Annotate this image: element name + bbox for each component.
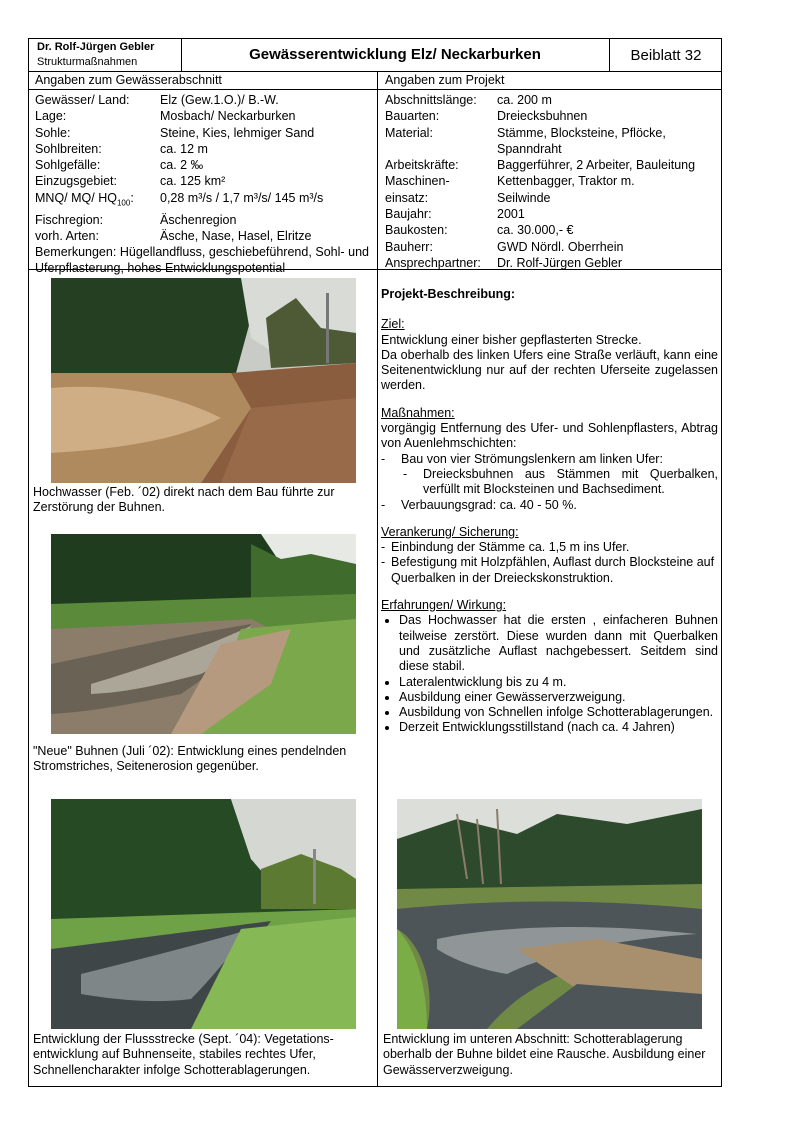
- rule-section: [29, 89, 721, 90]
- measures-item: - Bau von vier Strömungslenkern am linken Ufer:: [381, 451, 663, 466]
- river-row: Sohlgefälle: ca. 2 ‰: [35, 158, 204, 173]
- river-info: [35, 92, 375, 277]
- sheet-number: Beiblatt 32: [630, 47, 702, 64]
- measures-label: Maßnahmen:: [381, 405, 455, 420]
- project-row: Baukosten: ca. 30.000,- €: [385, 223, 574, 238]
- experience-list: [381, 613, 718, 735]
- project-row: Material: Stämme, Blocksteine, Pflöcke,: [385, 125, 666, 140]
- experience-item: • Das Hochwasser hat die ersten , einfacheren Buhnen teilweise zerstört. Diese wurden dann mit Querbalken und zusätzliche Auflast nachgebessert. Seitdem sind diese stabil.: [399, 613, 718, 674]
- section-project-heading: Angaben zum Projekt: [385, 73, 505, 87]
- project-row: Maschinen- Kettenbagger, Traktor m.: [385, 174, 635, 189]
- experience-item: • Ausbildung von Schnellen infolge Schotterablagerungen.: [399, 705, 718, 720]
- project-row: Abschnittslänge: ca. 200 m: [385, 93, 552, 107]
- goal-text: Entwicklung einer bisher gepflasterten Strecke.: [381, 332, 642, 347]
- experience-item: • Derzeit Entwicklungsstillstand (nach ca. 4 Jahren): [399, 720, 718, 735]
- project-row: einsatz: Seilwinde: [385, 190, 551, 205]
- project-row: Ansprechpartner: Dr. Rolf-Jürgen Gebler: [385, 255, 623, 270]
- caption-photo-river-development: Entwicklung der Flussstrecke (Sept. ´04): Vegetations-entwicklung auf Buhnenseite, stabiles rechtes Ufer, Schnellencharakter infolge Schotterablagerungen.: [33, 1032, 334, 1077]
- caption-photo-flood: Hochwasser (Feb. ´02) direkt nach dem Bau führte zur Zerstörung der Buhnen.: [33, 485, 335, 515]
- project-info: [385, 92, 719, 271]
- river-row: Sohlbreiten: ca. 12 m: [35, 141, 208, 156]
- project-row: Baujahr: 2001: [385, 207, 525, 222]
- river-remarks: Bemerkungen: Hügellandfluss, geschiebeführend, Sohl- und Uferpflasterung, hohes Entwicklungspotential: [35, 245, 369, 276]
- anchor-item: - Befestigung mit Holzpfählen, Auflast durch Blocksteine auf Querbalken in der Dreieckskonstruktion.: [381, 555, 715, 585]
- rule-header: [29, 71, 721, 72]
- measures-subitem: - Dreiecksbuhnen aus Stämmen mit Querbalken, verfüllt mit Blocksteinen und Bachsediment.: [403, 466, 718, 497]
- river-row: vorh. Arten: Äsche, Nase, Hasel, Elritze: [35, 228, 312, 243]
- project-row: Spanndraht: [497, 141, 562, 156]
- photo-flood: [51, 278, 356, 483]
- anchor-label: Verankerung/ Sicherung:: [381, 524, 519, 539]
- project-description: [381, 287, 718, 736]
- goal-text-2: Da oberhalb des linken Ufers eine Straße verläuft, kann eine Seitenentwicklung nur auf der rechten Uferseite zugelassen werden.: [381, 347, 718, 393]
- project-row: Arbeitskräfte: Baggerführer, 2 Arbeiter, Bauleitung: [385, 158, 696, 173]
- author-name: Dr. Rolf-Jürgen Gebler: [37, 41, 155, 53]
- anchor-item: - Einbindung der Stämme ca. 1,5 m ins Ufer.: [381, 540, 630, 555]
- caption-photo-lower-section: Entwicklung im unteren Abschnitt: Schotterablagerung oberhalb der Buhne bildet eine Rausche. Ausbildung einer Gewässerverzweigung.: [383, 1032, 706, 1077]
- river-row: Sohle: Steine, Kies, lehmiger Sand: [35, 125, 315, 140]
- section-river-heading: Angaben zum Gewässerabschnitt: [35, 73, 222, 87]
- project-row: Bauarten: Dreiecksbuhnen: [385, 109, 588, 124]
- photo-river-development: [51, 799, 356, 1029]
- river-row: Einzugsgebiet: ca. 125 km²: [35, 174, 226, 189]
- caption-photo-new-groynes: "Neue" Buhnen (Juli ´02): Entwicklung eines pendelnden Stromstriches, Seitenerosion gegenüber.: [33, 744, 347, 774]
- measures-item: - Verbauungsgrad: ca. 40 - 50 %.: [381, 497, 577, 512]
- photo-new-groynes: [51, 534, 356, 734]
- rule-v-middle: [377, 71, 378, 1086]
- description-heading: Projekt-Beschreibung:: [381, 287, 516, 301]
- river-row: Lage: Mosbach/ Neckarburken: [35, 109, 296, 124]
- experience-item: • Ausbildung einer Gewässerverzweigung.: [399, 690, 718, 705]
- goal-label: Ziel:: [381, 317, 405, 332]
- department: Strukturmaßnahmen: [37, 56, 138, 68]
- river-row: Gewässer/ Land: Elz (Gew.1.O.)/ B.-W.: [35, 93, 279, 107]
- river-row: MNQ/ MQ/ $HQ_{100}$: 0,28 m³/s / 1,7 m³/s/ 145 m³/s: [35, 190, 324, 208]
- photo-lower-section: [397, 799, 702, 1029]
- experience-label: Erfahrungen/ Wirkung:: [381, 598, 507, 613]
- river-row: Fischregion: Äschenregion: [35, 212, 237, 227]
- measures-intro: vorgängig Entfernung des Ufer- und Sohlenpflasters, Abtrag von Auenlehmschichten:: [381, 421, 718, 451]
- page-title: Gewässerentwicklung Elz/ Neckarburken: [249, 46, 541, 63]
- document-sheet: [28, 38, 722, 1087]
- project-row: Bauherr: GWD Nördl. Oberrhein: [385, 239, 624, 254]
- experience-item: • Lateralentwicklung bis zu 4 m.: [399, 675, 718, 690]
